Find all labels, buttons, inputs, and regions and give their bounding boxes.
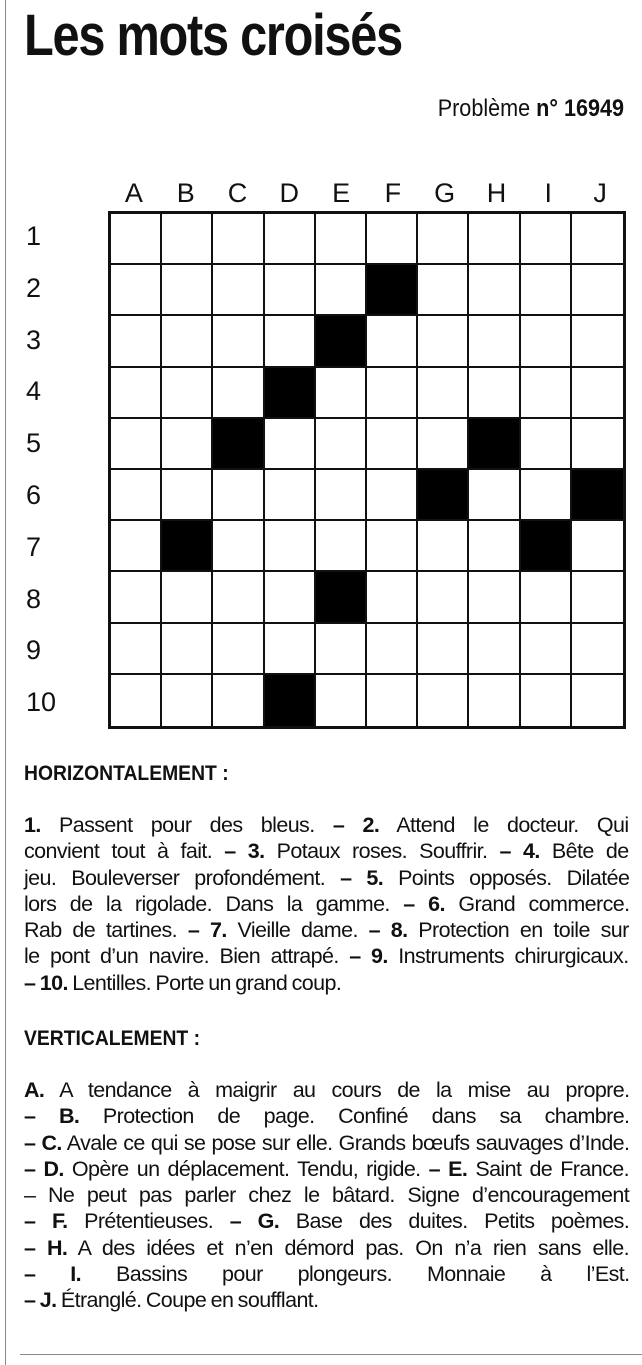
grid-cell-e5[interactable] [316,419,367,470]
clue-number: – H. [24,1235,68,1260]
grid-cell-f10[interactable] [367,675,418,726]
clue-text: Lentilles. Porte un grand coup. [67,970,342,995]
row-label-1: 1 [26,221,42,251]
grid-cell-h1[interactable] [469,214,520,265]
black-cell-c5 [213,419,264,470]
clue-number: – I. [24,1262,82,1287]
vertical-clue-line [24,1103,629,1129]
black-cell-g6 [418,470,469,521]
grid-cell-b1[interactable] [162,214,213,265]
horizontal-heading: HORIZONTALEMENT : [24,762,229,785]
grid-cell-c2[interactable] [213,265,264,316]
vertical-clue-line [24,1235,629,1261]
black-cell-f2 [367,265,418,316]
clue-text: Opère un déplacement. Tendu, rigide. [63,1156,429,1181]
grid-cell-a7[interactable] [111,521,162,572]
grid-cell-f6[interactable] [367,470,418,521]
grid-cell-d9[interactable] [265,624,316,675]
grid-cell-j10[interactable] [572,675,623,726]
row-label-4: 4 [26,376,42,407]
clue-text: A des idées et n’en démord pas. On n’a rien sans elle. [67,1235,629,1260]
column-label-a: A [124,178,143,208]
grid-cell-e10[interactable] [316,675,367,726]
grid-cell-f5[interactable] [367,419,418,470]
grid-cell-d5[interactable] [265,419,316,470]
clue-text: – Ne peut pas parler chez le bâtard. Signe d’encouragement [24,1183,630,1208]
grid-cell-i10[interactable] [521,675,572,726]
clue-number: – J. [24,1288,57,1313]
column-label-h: H [486,178,507,208]
grid-cell-i3[interactable] [521,316,572,367]
clue-text: convient tout à fait. [24,839,225,864]
column-label-b: B [176,178,195,208]
grid-cell-d7[interactable] [265,521,316,572]
row-labels [26,211,86,729]
grid-cell-i5[interactable] [521,419,572,470]
grid-cell-j5[interactable] [572,419,623,470]
problem-number-prefix: n° [536,95,558,122]
grid-cell-h4[interactable] [469,368,520,419]
bottom-rule [20,1354,642,1355]
clue-text: Attend le docteur. Qui [379,813,629,837]
clue-text: Instruments chirurgicaux. [387,944,629,969]
column-label-i: I [544,178,553,208]
vertical-clue-line [24,1287,629,1313]
grid-cell-g2[interactable] [418,265,469,316]
grid-cell-g3[interactable] [418,316,469,367]
grid-cell-d2[interactable] [265,265,316,316]
clue-text: le pont d’un navire. Bien attrapé. [24,944,350,969]
grid-cell-b10[interactable] [162,675,213,726]
crossword-grid [108,211,626,729]
grid-cell-a6[interactable] [111,470,162,521]
black-cell-i7 [521,521,572,572]
column-label-e: E [332,178,351,208]
grid-cell-j2[interactable] [572,265,623,316]
grid-cell-b8[interactable] [162,572,213,623]
vertical-heading: VERTICALEMENT : [24,1027,201,1050]
grid-cell-j7[interactable] [572,521,623,572]
clue-text: jeu. Bouleverser profondément. [24,865,341,890]
grid-cell-c1[interactable] [213,214,264,265]
grid-cell-h9[interactable] [469,624,520,675]
vertical-clues [24,1077,629,1314]
clue-text: Potaux roses. Souffrir. [264,839,500,864]
column-label-c: C [227,178,248,208]
grid-cell-d3[interactable] [265,316,316,367]
grid-cell-a5[interactable] [111,419,162,470]
horizontal-clue-line [24,917,629,943]
grid-cell-j1[interactable] [572,214,623,265]
grid-cell-h2[interactable] [469,265,520,316]
vertical-clue-line [24,1208,629,1234]
grid-cell-i4[interactable] [521,368,572,419]
grid-cell-j8[interactable] [572,572,623,623]
horizontal-clues [24,812,629,996]
black-cell-j6 [572,470,623,521]
clue-text: lors de la rigolade. Dans la gamme. [24,891,404,916]
grid-cell-a4[interactable] [111,368,162,419]
clue-text: Points opposés. Dilatée [383,865,630,890]
problem-label: Problème [437,95,531,122]
grid-cell-f8[interactable] [367,572,418,623]
grid-cell-a10[interactable] [111,675,162,726]
grid-cell-c8[interactable] [213,572,264,623]
grid-cell-c9[interactable] [213,624,264,675]
grid-cell-e2[interactable] [316,265,367,316]
clue-text: Grand commerce. [444,891,630,916]
grid-cell-h8[interactable] [469,572,520,623]
row-label-8: 8 [26,583,42,614]
grid-cell-i2[interactable] [521,265,572,316]
grid-cell-h6[interactable] [469,470,520,521]
grid-cell-a3[interactable] [111,316,162,367]
black-cell-d10 [265,675,316,726]
row-label-7: 7 [26,531,42,562]
clue-number: – 8. [368,918,408,943]
row-label-3: 3 [26,324,42,355]
clue-text: Vieille dame. [226,918,369,943]
grid-cell-g7[interactable] [418,521,469,572]
clue-text: Avale ce qui se pose sur elle. Grands bœufs sauvages d’Inde. [61,1130,630,1155]
clue-text: Bassins pour plongeurs. Monnaie à l’Est. [81,1262,630,1287]
grid-cell-d1[interactable] [265,214,316,265]
grid-cell-c7[interactable] [213,521,264,572]
clue-number: – 2. [332,813,380,837]
page-title: Les mots croisés [24,3,402,68]
clue-text: Saint de France. [467,1156,629,1181]
black-cell-d4 [265,368,316,419]
grid-cell-g4[interactable] [418,368,469,419]
horizontal-clue-line [24,812,629,838]
grid-cell-a1[interactable] [111,214,162,265]
grid-cell-e1[interactable] [316,214,367,265]
row-label-9: 9 [26,635,42,666]
horizontal-clue-line [24,838,629,864]
problem-number-value: 16949 [563,95,624,122]
grid-cell-b5[interactable] [162,419,213,470]
grid-cell-h3[interactable] [469,316,520,367]
clue-text: Bête de [539,839,629,864]
grid-cell-b3[interactable] [162,316,213,367]
horizontal-clue-line [24,943,629,969]
grid-cell-g5[interactable] [418,419,469,470]
clue-number: – 6. [403,891,445,916]
row-label-6: 6 [26,479,42,510]
black-cell-h5 [469,419,520,470]
column-labels [108,176,626,210]
grid-cell-c10[interactable] [213,675,264,726]
grid-cell-g10[interactable] [418,675,469,726]
grid-cell-c3[interactable] [213,316,264,367]
grid-cell-j4[interactable] [572,368,623,419]
vertical-clue-line [24,1182,629,1208]
grid-cell-f7[interactable] [367,521,418,572]
clue-number: – E. [428,1156,468,1181]
vertical-clue-line [24,1130,629,1156]
grid-cell-e6[interactable] [316,470,367,521]
grid-cell-h7[interactable] [469,521,520,572]
left-border-rule [5,0,6,1365]
grid-cell-i9[interactable] [521,624,572,675]
clue-number: – C. [24,1130,62,1155]
horizontal-clue-line [24,891,629,917]
row-label-2: 2 [26,272,42,303]
clue-text: Base des duites. Petits poèmes. [279,1209,630,1234]
clue-number: 1. [24,813,41,837]
grid-cell-e7[interactable] [316,521,367,572]
grid-cell-f1[interactable] [367,214,418,265]
clue-number: – B. [24,1104,80,1129]
grid-cell-c6[interactable] [213,470,264,521]
grid-cell-b9[interactable] [162,624,213,675]
grid-cell-h10[interactable] [469,675,520,726]
vertical-clue-line [24,1261,629,1287]
clue-number: – 5. [340,865,384,890]
grid-cell-i6[interactable] [521,470,572,521]
clue-number: A. [24,1078,45,1102]
grid-cell-g9[interactable] [418,624,469,675]
grid-cell-e9[interactable] [316,624,367,675]
problem-number [438,94,624,124]
grid-cell-c4[interactable] [213,368,264,419]
grid-cell-j3[interactable] [572,316,623,367]
grid-cell-f3[interactable] [367,316,418,367]
grid-cell-b4[interactable] [162,368,213,419]
black-cell-e8 [316,572,367,623]
grid-cell-g8[interactable] [418,572,469,623]
column-label-j: J [593,178,607,208]
grid-cell-a9[interactable] [111,624,162,675]
vertical-clue-line [24,1156,629,1182]
clue-number: – G. [229,1209,280,1234]
grid-cell-i8[interactable] [521,572,572,623]
grid-cell-i1[interactable] [521,214,572,265]
column-label-g: G [434,178,456,208]
row-label-5: 5 [26,428,42,459]
grid-cell-g1[interactable] [418,214,469,265]
grid-cell-d6[interactable] [265,470,316,521]
clue-text: Étranglé. Coupe en soufflant. [56,1288,319,1313]
vertical-clue-line [24,1077,629,1103]
clue-text: Rab de tartines. [24,918,188,943]
clue-number: – F. [24,1209,68,1234]
grid-cell-f9[interactable] [367,624,418,675]
clue-text: Protection de page. Confiné dans sa chambre. [79,1104,630,1129]
column-label-f: F [384,178,402,208]
grid-cell-a2[interactable] [111,265,162,316]
grid-cell-f4[interactable] [367,368,418,419]
grid-cell-j9[interactable] [572,624,623,675]
clue-number: – 10. [24,970,68,995]
grid-cell-d8[interactable] [265,572,316,623]
clue-number: – 4. [499,839,540,864]
clue-number: – 9. [349,944,388,969]
grid-cell-a8[interactable] [111,572,162,623]
column-label-d: D [279,178,300,208]
clue-text: Passent pour des bleus. [40,813,333,837]
clue-number: – D. [24,1156,64,1181]
grid-cell-b6[interactable] [162,470,213,521]
clue-number: – 7. [187,918,227,943]
clue-text: Prétentieuses. [67,1209,230,1234]
horizontal-clue-line [24,865,629,891]
grid-cell-b2[interactable] [162,265,213,316]
clue-number: – 3. [224,839,265,864]
black-cell-e3 [316,316,367,367]
row-label-10: 10 [26,687,57,718]
black-cell-b7 [162,521,213,572]
clue-text: Protection en toile sur [407,918,629,943]
grid-cell-e4[interactable] [316,368,367,419]
clue-text: A tendance à maigrir au cours de la mise au propre. [44,1078,630,1102]
horizontal-clue-line [24,970,629,996]
